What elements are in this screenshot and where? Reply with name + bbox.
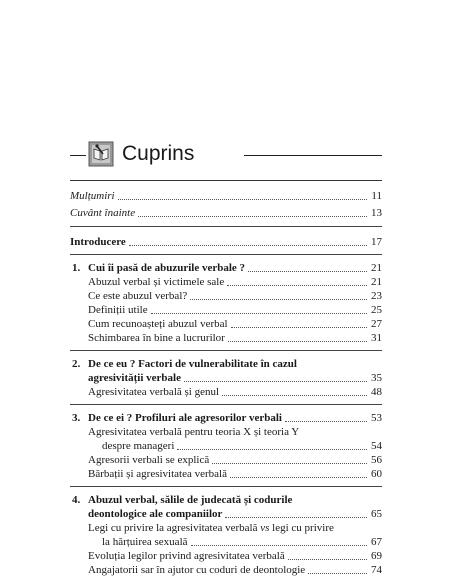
toc-header bbox=[70, 136, 382, 172]
entry-label: Introducere bbox=[70, 236, 126, 248]
chapter-number: 1. bbox=[72, 262, 81, 274]
chapter-number: 3. bbox=[72, 412, 81, 424]
entry-label: Angajatorii sar în ajutor cu coduri de deontologie bbox=[88, 564, 306, 576]
entry-label: Evoluția legilor privind agresivitatea verbală bbox=[88, 550, 285, 562]
entry-page: 54 bbox=[371, 440, 382, 452]
entry-page: 56 bbox=[371, 454, 382, 466]
header-rule bbox=[244, 155, 382, 156]
toc-entry[interactable] bbox=[102, 536, 382, 549]
divider bbox=[70, 350, 382, 351]
entry-page: 65 bbox=[371, 508, 382, 520]
entry-label: Mulțumiri bbox=[70, 190, 115, 202]
book-open-icon bbox=[88, 141, 114, 167]
entry-page: 13 bbox=[371, 207, 382, 219]
toc-chapter-3[interactable] bbox=[88, 412, 382, 425]
toc-entry-cuvant[interactable] bbox=[70, 207, 382, 220]
entry-page: 25 bbox=[371, 304, 382, 316]
entry-label: Agresivitatea verbală și genul bbox=[88, 386, 220, 398]
toc-entry[interactable] bbox=[88, 290, 382, 303]
dot-leader bbox=[212, 462, 367, 464]
entry-label: Bărbații și agresivitatea verbală bbox=[88, 468, 227, 480]
entry-label-part: legi cu privire bbox=[269, 522, 334, 534]
dot-leader bbox=[228, 340, 367, 342]
chapter-number: 4. bbox=[72, 494, 81, 506]
entry-label: despre manageri bbox=[102, 440, 175, 452]
entry-page: 53 bbox=[371, 412, 382, 424]
toc-entry[interactable] bbox=[88, 454, 382, 467]
divider bbox=[70, 404, 382, 405]
dot-leader bbox=[222, 394, 367, 396]
dot-leader bbox=[230, 476, 367, 478]
entry-page: 69 bbox=[371, 550, 382, 562]
toc-entry[interactable] bbox=[88, 386, 382, 399]
entry-page: 67 bbox=[371, 536, 382, 548]
entry-page: 35 bbox=[371, 372, 382, 384]
entry-label: Cum recunoașteți abuzul verbal bbox=[88, 318, 228, 330]
chapter-title-line: Abuzul verbal, sălile de judecată și codurile bbox=[88, 494, 293, 506]
entry-label-line bbox=[88, 522, 334, 535]
entry-label: Agresorii verbali se explică bbox=[88, 454, 210, 466]
top-divider bbox=[70, 180, 382, 181]
toc-chapter-1[interactable] bbox=[88, 262, 382, 275]
toc-entry-multumiri[interactable] bbox=[70, 190, 382, 203]
toc-entry[interactable] bbox=[88, 276, 382, 289]
toc-chapter-4[interactable] bbox=[88, 508, 382, 521]
entry-page: 17 bbox=[371, 236, 382, 248]
toc-chapter-2[interactable] bbox=[88, 372, 382, 385]
divider bbox=[70, 486, 382, 487]
dot-leader bbox=[231, 326, 367, 328]
toc-entry[interactable] bbox=[102, 440, 382, 453]
entry-page: 21 bbox=[371, 262, 382, 274]
entry-label: Abuzul verbal și victimele sale bbox=[88, 276, 225, 288]
dot-leader bbox=[308, 572, 367, 574]
entry-page: 31 bbox=[371, 332, 382, 344]
page-title: Cuprins bbox=[122, 142, 195, 165]
chapter-title: De ce ei ? Profiluri ale agresorilor verbali bbox=[88, 412, 282, 424]
entry-page: 48 bbox=[371, 386, 382, 398]
chapter-title: agresivității verbale bbox=[88, 372, 181, 384]
toc-entry[interactable] bbox=[88, 332, 382, 345]
entry-page: 21 bbox=[371, 276, 382, 288]
dot-leader bbox=[184, 380, 367, 382]
dot-leader bbox=[118, 198, 367, 200]
dot-leader bbox=[129, 244, 367, 246]
header-dash bbox=[70, 155, 86, 156]
entry-page: 11 bbox=[371, 190, 382, 202]
dot-leader bbox=[191, 544, 367, 546]
toc-entry[interactable] bbox=[88, 318, 382, 331]
dot-leader bbox=[285, 420, 367, 422]
entry-label-part: Legi cu privire la agresivitatea verbală bbox=[88, 522, 261, 534]
entry-page: 27 bbox=[371, 318, 382, 330]
dot-leader bbox=[138, 215, 367, 217]
dot-leader bbox=[151, 312, 367, 314]
dot-leader bbox=[225, 516, 367, 518]
dot-leader bbox=[288, 558, 367, 560]
entry-label: Definiții utile bbox=[88, 304, 148, 316]
dot-leader bbox=[190, 298, 367, 300]
toc-entry[interactable] bbox=[88, 468, 382, 481]
divider bbox=[70, 254, 382, 255]
chapter-title: deontologice ale companiilor bbox=[88, 508, 223, 520]
dot-leader bbox=[248, 270, 367, 272]
entry-page: 60 bbox=[371, 468, 382, 480]
entry-label: la hărțuirea sexuală bbox=[102, 536, 188, 548]
dot-leader bbox=[227, 284, 367, 286]
chapter-title-line: De ce eu ? Factori de vulnerabilitate în cazul bbox=[88, 358, 297, 370]
chapter-number: 2. bbox=[72, 358, 81, 370]
toc-entry[interactable] bbox=[88, 304, 382, 317]
entry-page: 23 bbox=[371, 290, 382, 302]
entry-page: 74 bbox=[371, 564, 382, 576]
toc-entry-introducere[interactable] bbox=[70, 236, 382, 249]
entry-label-vs: vs bbox=[260, 522, 270, 534]
chapter-title: Cui îi pasă de abuzurile verbale ? bbox=[88, 262, 246, 274]
toc-entry[interactable] bbox=[88, 564, 382, 577]
dot-leader bbox=[177, 448, 367, 450]
entry-label: Ce este abuzul verbal? bbox=[88, 290, 188, 302]
toc-entry[interactable] bbox=[88, 550, 382, 563]
divider bbox=[70, 226, 382, 227]
entry-label: Schimbarea în bine a lucrurilor bbox=[88, 332, 225, 344]
entry-label-line: Agresivitatea verbală pentru teoria X și teoria Y bbox=[88, 426, 300, 438]
entry-label: Cuvânt înainte bbox=[70, 207, 136, 219]
